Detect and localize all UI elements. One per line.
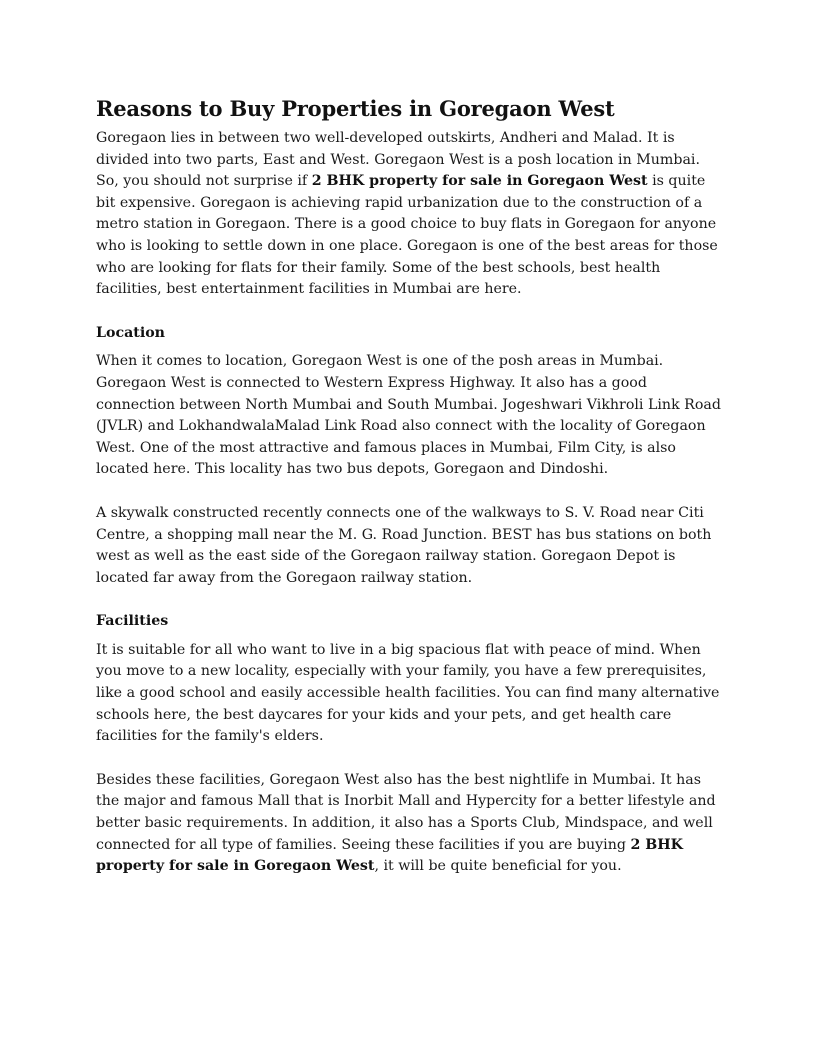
facilities-paragraph-2 [96, 770, 724, 878]
document-page [96, 95, 724, 878]
intro-keyword-link: 2 BHK property for sale in Goregaon West [311, 173, 648, 190]
facilities-text-end: , it will be quite beneficial for you. [374, 858, 622, 875]
location-heading: Location [96, 324, 165, 341]
location-paragraph-2: A skywalk constructed recently connects one of the walkways to S. V. Road near Citi Centre, a shopping mall near the M. G. Road Junction. BEST has bus stations on both west as well as the east side of the Goregaon railway station. Goregaon Depot is located far away from the Goregaon railway station. [96, 504, 712, 586]
facilities-heading: Facilities [96, 613, 169, 630]
intro-text-start: Goregaon lies in between two well-developed outskirts, Andheri and Malad. It is divided into two parts, East and West. Goregaon West is a posh location in Mumbai. So, you should not surprise if [96, 130, 700, 190]
paragraph-spacer [96, 481, 724, 503]
facilities-paragraph-1: It is suitable for all who want to live in a big spacious flat with peace of mind. When you move to a new locality, especially with your family, you have a few prerequisites, like a good school and easily accessible health facilities. You can find many alternative schools here, the best daycares for your kids and your pets, and get health care facilities for the family's elders. [96, 641, 720, 745]
intro-paragraph [96, 128, 724, 301]
section-spacer [96, 589, 724, 611]
section-spacer [96, 301, 724, 323]
location-paragraph-1: When it comes to location, Goregaon West is one of the posh areas in Mumbai. Goregaon West is connected to Western Express Highway. It also has a good connection between North Mumbai and South Mumbai. Jogeshwari Vikhroli Link Road (JVLR) and LokhandwalaMalad Link Road also connect with the locality of Goregaon West. One of the most attractive and famous places in Mumbai, Film City, is also located here. This locality has two bus depots, Goregaon and Dindoshi. [96, 353, 721, 478]
facilities-keyword-link: 2 BHK property for sale in Goregaon West [96, 836, 683, 875]
facilities-text-start: Besides these facilities, Goregaon West also has the best nightlife in Mumbai. It has the major and famous Mall that is Inorbit Mall and Hypercity for a better lifestyle and better basic requirements. In addition, it also has a Sports Club, Mindspace, and well connected for all type of families. Seeing these facilities if you are buying [96, 771, 716, 853]
intro-text-end: is quite bit expensive. Goregaon is achieving rapid urbanization due to the construction of a metro station in Goregaon. There is a good choice to buy flats in Goregaon for anyone who is looking to settle down in one place. Goregaon is one of the best areas for those who are looking for flats for their family. Some of the best schools, best health facilities, best entertainment facilities in Mumbai are here. [96, 173, 718, 298]
document-title: Reasons to Buy Properties in Goregaon West [96, 96, 615, 121]
paragraph-spacer [96, 748, 724, 770]
